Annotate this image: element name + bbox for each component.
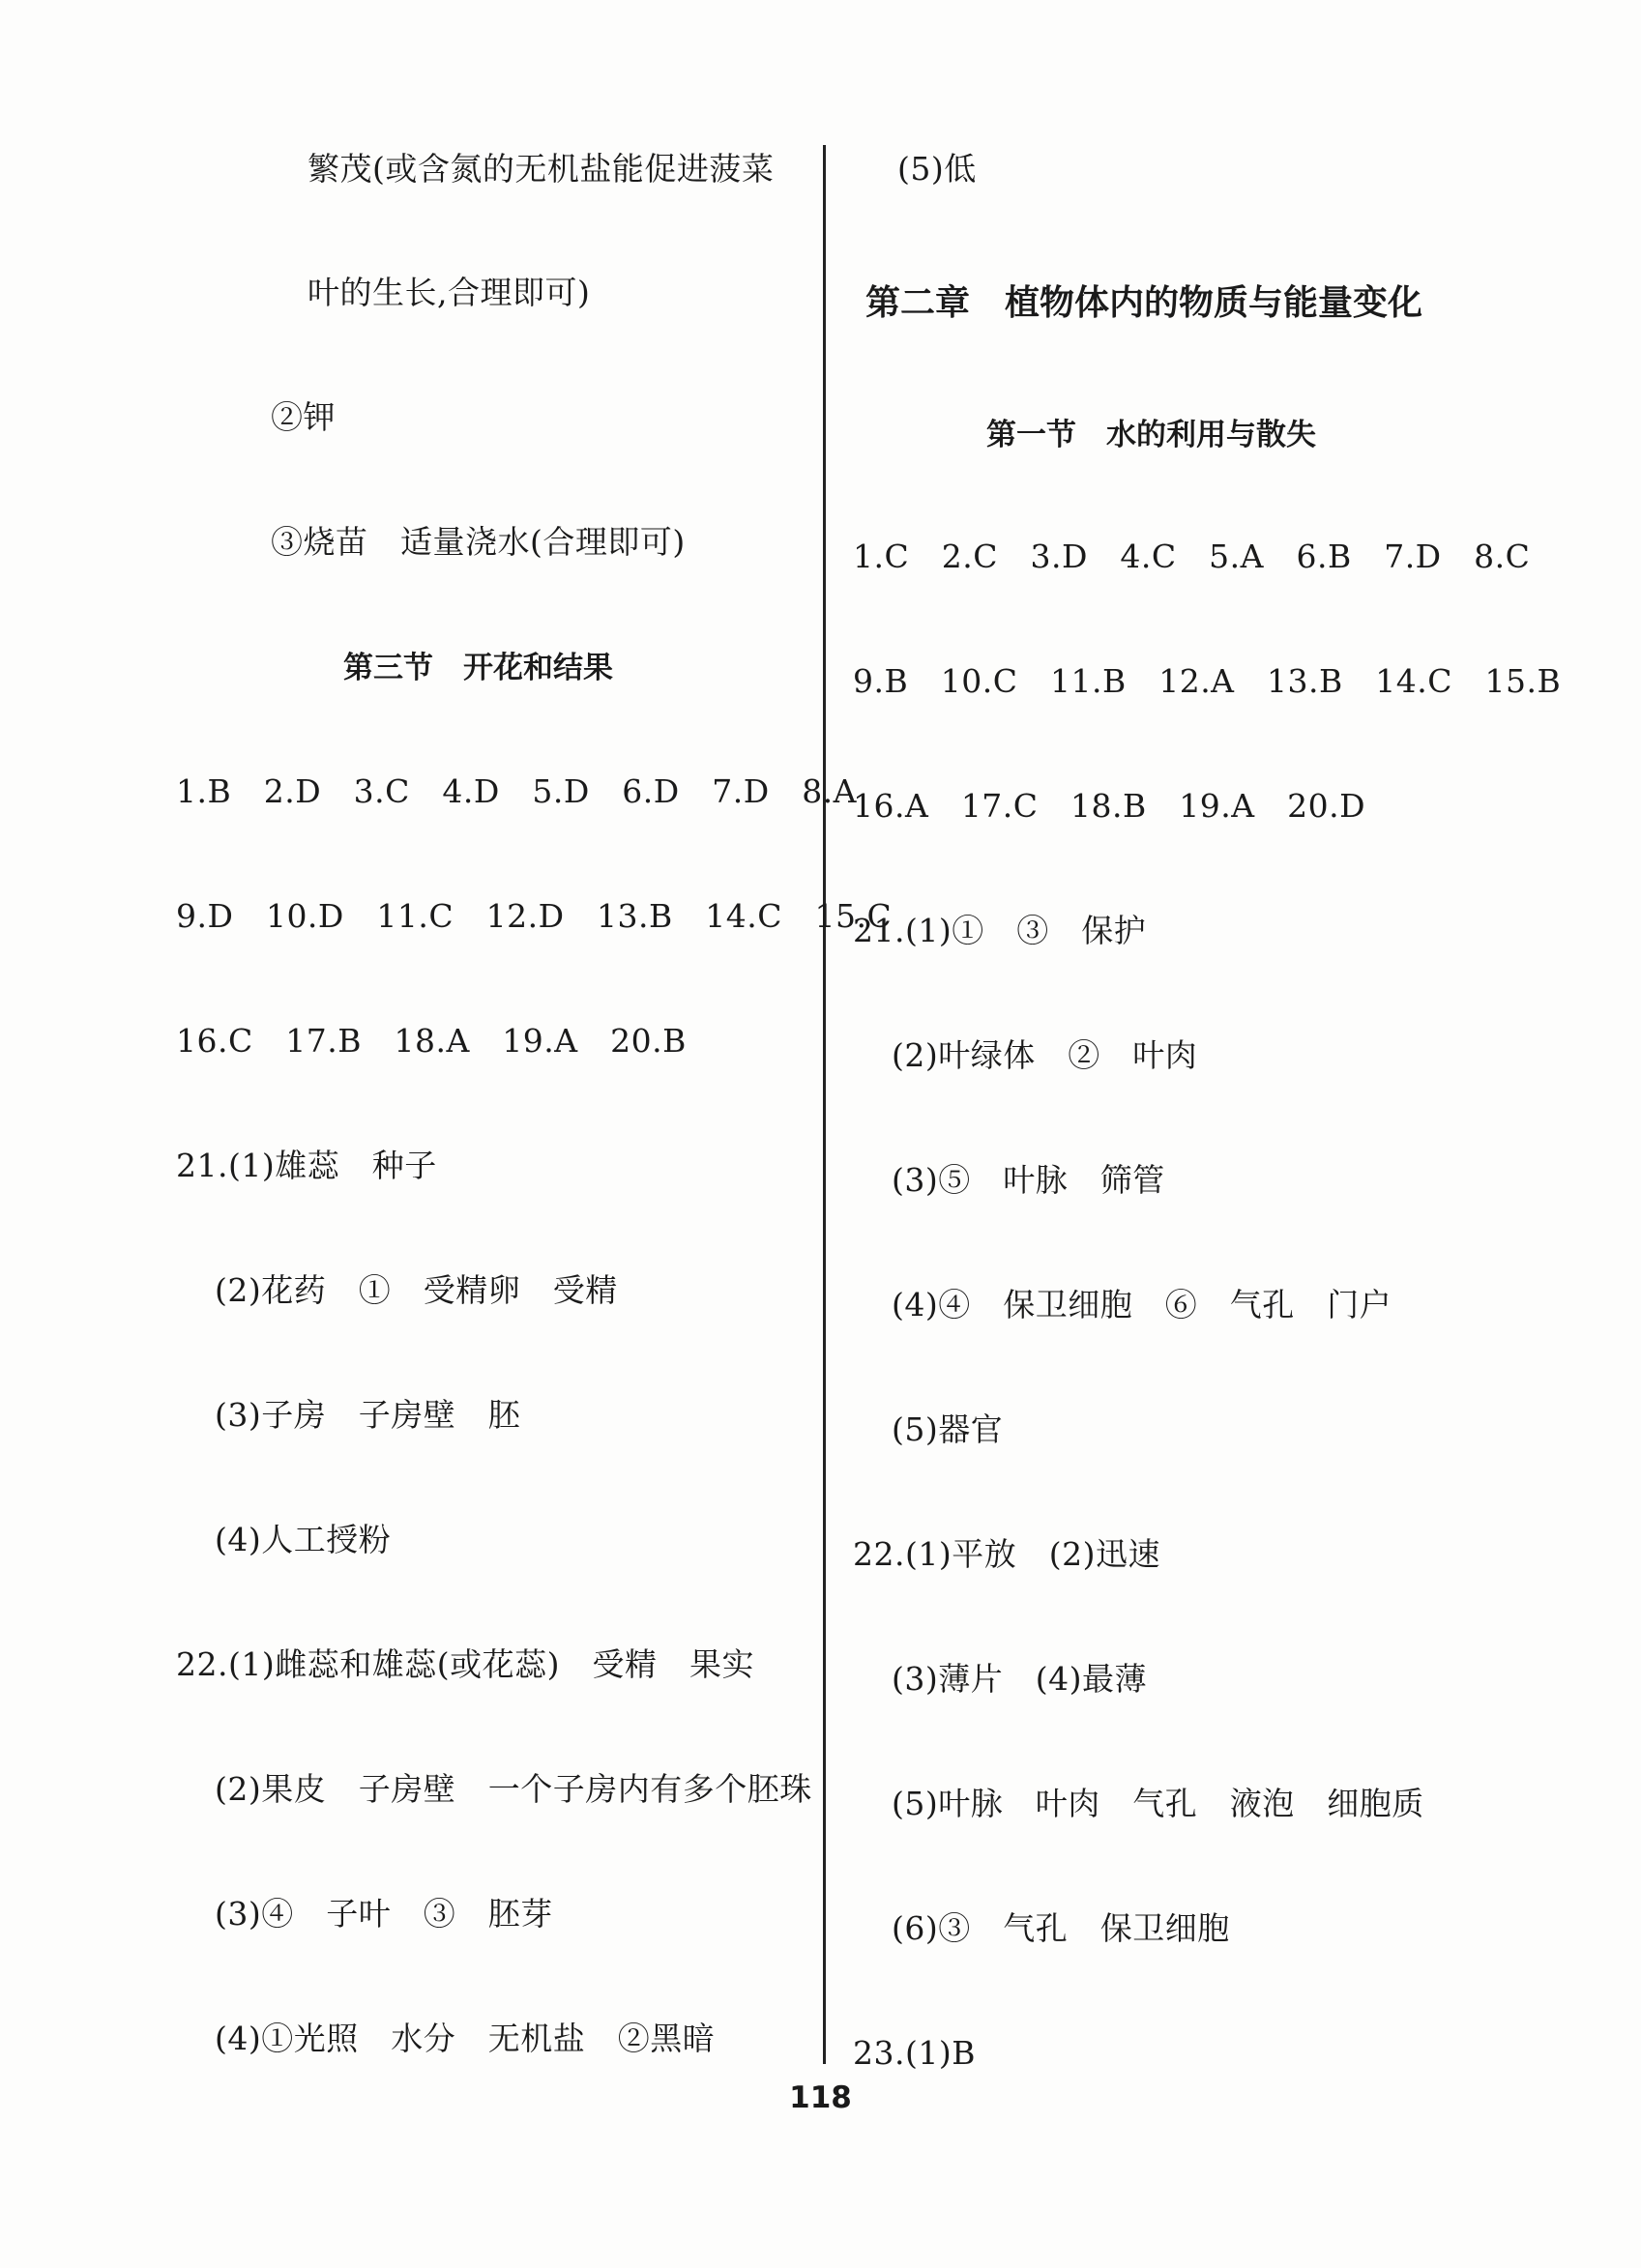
answer-line: 22.(1)平放 (2)迅速 (853, 1535, 1160, 1573)
answer-line: 21.(1)① ③ 保护 (853, 912, 1147, 949)
answer-line: 21.(1)雄蕊 种子 (176, 1147, 437, 1184)
text-line: (5)低 (897, 150, 977, 188)
answer-line: 1.B 2.D 3.C 4.D 5.D 6.D 7.D 8.A (176, 772, 858, 810)
answer-line: (6)③ 气孔 保卫细胞 (892, 1909, 1230, 1947)
answer-line: (2)叶绿体 ② 叶肉 (892, 1036, 1198, 1074)
answer-line: (2)花药 ① 受精卵 受精 (215, 1271, 618, 1309)
section-title: 第一节 水的利用与散失 (986, 418, 1316, 452)
text-line: 叶的生长,合理即可) (308, 274, 591, 311)
answer-line: (4)④ 保卫细胞 ⑥ 气孔 门户 (892, 1286, 1392, 1323)
answer-line: (2)果皮 子房壁 一个子房内有多个胚珠 (215, 1770, 812, 1808)
text-line: ②钾 (271, 398, 336, 436)
text-line: 繁茂(或含氮的无机盐能促进菠菜 (308, 150, 775, 188)
answer-line: (4)人工授粉 (215, 1521, 392, 1558)
answer-line: 16.A 17.C 18.B 19.A 20.D (853, 787, 1366, 825)
answer-line: 9.B 10.C 11.B 12.A 13.B 14.C 15.B (853, 662, 1562, 700)
answer-line: 23.(1)B (853, 2034, 976, 2072)
chapter-title: 第二章 植物体内的物质与能量变化 (865, 283, 1423, 323)
answer-line: (3)④ 子叶 ③ 胚芽 (215, 1895, 553, 1933)
answer-line: (4)①光照 水分 无机盐 ②黑暗 (215, 2020, 716, 2057)
answer-line: (3)子房 子房壁 胚 (215, 1396, 521, 1434)
answer-line: (5)器官 (892, 1410, 1004, 1448)
answer-line: 9.D 10.D 11.C 12.D 13.B 14.C 15.C (176, 897, 893, 935)
section-title: 第三节 开花和结果 (343, 651, 613, 685)
answer-line: 16.C 17.B 18.A 19.A 20.B (176, 1022, 687, 1060)
text-line: ③烧苗 适量浇水(合理即可) (271, 523, 686, 561)
answer-line: (3)薄片 (4)最薄 (892, 1660, 1147, 1698)
page-number: 118 (789, 2080, 852, 2115)
answer-line: 1.C 2.C 3.D 4.C 5.A 6.B 7.D 8.C (853, 538, 1531, 575)
answer-line: 22.(1)雌蕊和雄蕊(或花蕊) 受精 果实 (176, 1645, 754, 1683)
answer-line: (5)叶脉 叶肉 气孔 液泡 细胞质 (892, 1785, 1424, 1822)
answer-line: (3)⑤ 叶脉 筛管 (892, 1161, 1165, 1199)
column-divider (823, 145, 826, 2064)
